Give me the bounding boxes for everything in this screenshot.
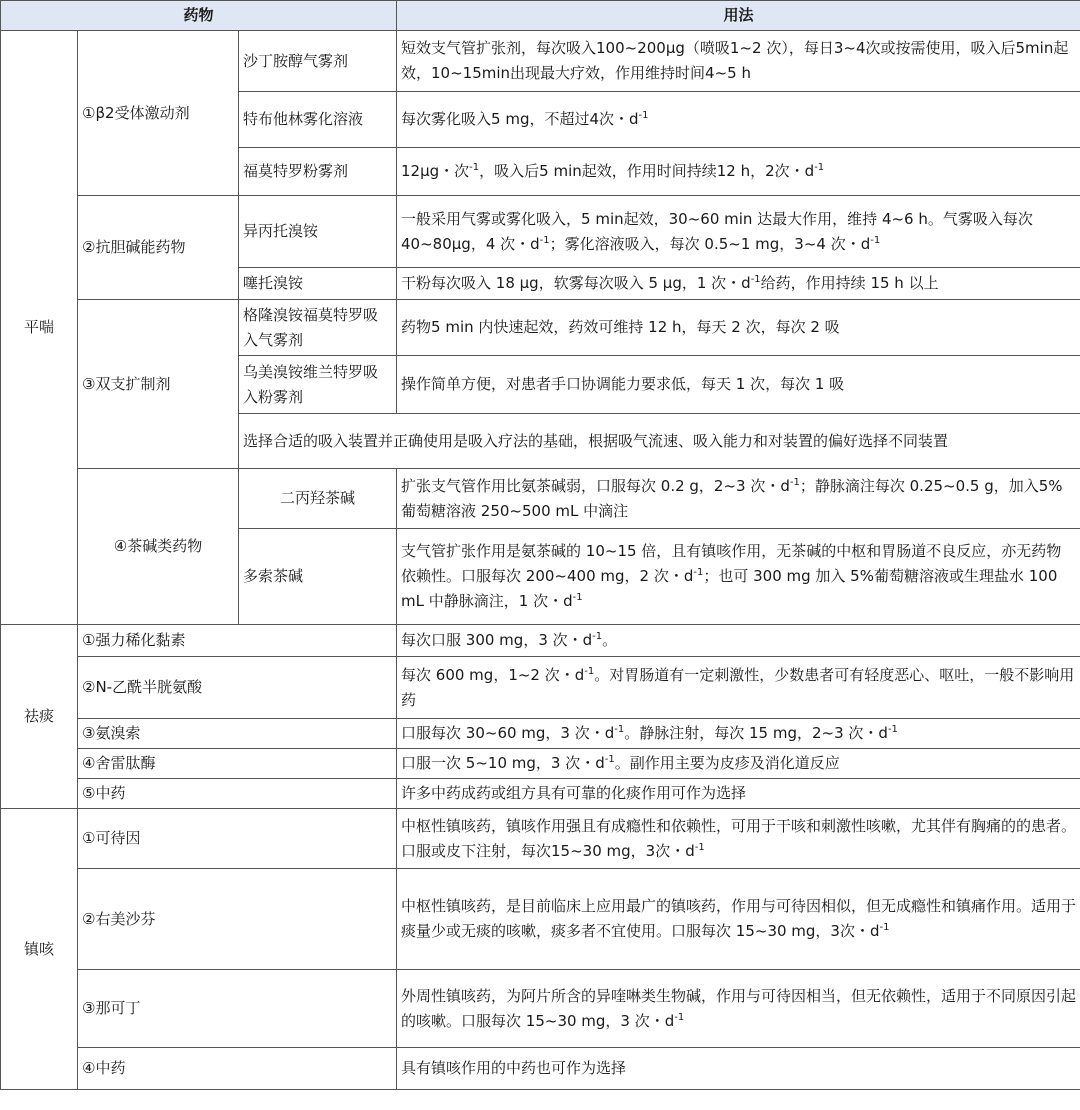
drug-ambroxol: ③氨溴索 <box>78 719 397 749</box>
usage-glyco-formoterol: 药物5 min 内快速起效，药效可维持 12 h，每天 2 次，每次 2 吸 <box>397 300 1080 356</box>
usage-formoterol: 12μg・次$^{-1}$，吸入后5 min起效，作用时间持续12 h，2次・$d^{-1}$ <box>397 148 1080 196</box>
usage-bromhexine: 每次口服 300 mg，3 次・$d^{-1}$。 <box>397 625 1080 657</box>
usage-codeine: 中枢性镇咳药，镇咳作用强且有成瘾性和依赖性，可用于干咳和刺激性咳嗽，尤其伴有胸痛的的患者。口服或皮下注射，每次15~30 mg，3次・$d^{-1}$ <box>397 809 1080 869</box>
usage-dextromethorphan: 中枢性镇咳药，是目前临床上应用最广的镇咳药，作用与可待因相似，但无成瘾性和镇痛作用。适用于痰量少或无痰的咳嗽，痰多者不宜使用。口服每次 15~30 mg，3次・$d^{-1}$ <box>397 869 1080 970</box>
drug-umec-vilanterol: 乌美溴铵维兰特罗吸入粉雾剂 <box>239 356 397 414</box>
drug-glyco-formoterol: 格隆溴铵福莫特罗吸入气雾剂 <box>239 300 397 356</box>
drug-ipratropium: 异丙托溴铵 <box>239 196 397 268</box>
drug-nac: ②N-乙酰半胱氨酸 <box>78 657 397 719</box>
dual-note: 选择合适的吸入装置并正确使用是吸入疗法的基础，根据吸气流速、吸入能力和对装置的偏好选择不同装置 <box>239 414 1080 469</box>
usage-zhenke-tcm: 具有镇咳作用的中药也可作为选择 <box>397 1048 1080 1090</box>
usage-serrapeptase: 口服一次 5~10 mg，3 次・$d^{-1}$。副作用主要为皮疹及消化道反应 <box>397 749 1080 779</box>
class-dual: ③双支扩制剂 <box>78 300 239 469</box>
usage-terbutaline: 每次雾化吸入5 mg，不超过4次・$d^{-1}$ <box>397 92 1080 148</box>
header-usage: 用法 <box>397 1 1080 31</box>
class-beta2: ①β2受体激动剂 <box>78 31 239 196</box>
usage-ipratropium: 一般采用气雾或雾化吸入，5 min起效，30~60 min 达最大作用，维持 4~6 h。气雾吸入每次40~80μg，4 次・$d^{-1}$；雾化溶液吸入，每次 0.5~1 mg，3~4 次・$d^{-1}$ <box>397 196 1080 268</box>
drug-dextromethorphan: ②右美沙芬 <box>78 869 397 970</box>
category-qutan: 祛痰 <box>1 625 78 809</box>
drug-doxofylline: 多索茶碱 <box>239 529 397 625</box>
usage-umec-vilanterol: 操作简单方便，对患者手口协调能力要求低，每天 1 次，每次 1 吸 <box>397 356 1080 414</box>
drug-bromhexine: ①强力稀化黏素 <box>78 625 397 657</box>
usage-ambroxol: 口服每次 30~60 mg，3 次・$d^{-1}$。静脉注射，每次 15 mg，2~3 次・$d^{-1}$ <box>397 719 1080 749</box>
drug-codeine: ①可待因 <box>78 809 397 869</box>
usage-doxofylline: 支气管扩张作用是氨茶碱的 10~15 倍，且有镇咳作用，无茶碱的中枢和胃肠道不良反应，亦无药物依赖性。口服每次 200~400 mg，2 次・$d^{-1}$；也可 300 mg 加入 5%葡萄糖溶液或生理盐水 100 mL 中静脉滴注，1 次・$d^{-1}$ <box>397 529 1080 625</box>
drug-diprophylline: 二丙羟茶碱 <box>239 469 397 529</box>
class-theophylline: ④茶碱类药物 <box>78 469 239 625</box>
usage-nac: 每次 600 mg，1~2 次・$d^{-1}$。对胃肠道有一定刺激性，少数患者可有轻度恶心、呕吐，一般不影响用药 <box>397 657 1080 719</box>
category-pingchuan: 平喘 <box>1 31 78 625</box>
drug-formoterol: 福莫特罗粉雾剂 <box>239 148 397 196</box>
usage-tiotropium: 干粉每次吸入 18 μg，软雾每次吸入 5 μg，1 次・$d^{-1}$给药，作用持续 15 h 以上 <box>397 268 1080 300</box>
header-drug: 药物 <box>1 1 397 31</box>
drug-terbutaline: 特布他林雾化溶液 <box>239 92 397 148</box>
drug-qutan-tcm: ⑤中药 <box>78 779 397 809</box>
usage-salbutamol: 短效支气管扩张剂，每次吸入100~200μg（喷吸1~2 次），每日3~4次或按需使用，吸入后5min起效，10~15min出现最大疗效，作用维持时间4~5 h <box>397 31 1080 92</box>
usage-qutan-tcm: 许多中药成药或组方具有可靠的化痰作用可作为选择 <box>397 779 1080 809</box>
class-anticholinergic: ②抗胆碱能药物 <box>78 196 239 300</box>
drug-salbutamol: 沙丁胺醇气雾剂 <box>239 31 397 92</box>
usage-diprophylline: 扩张支气管作用比氨茶碱弱，口服每次 0.2 g，2~3 次・$d^{-1}$；静脉滴注每次 0.25~0.5 g，加入5%葡萄糖溶液 250~500 mL 中滴注 <box>397 469 1080 529</box>
usage-narcotine: 外周性镇咳药，为阿片所含的异喹啉类生物碱，作用与可待因相当，但无依赖性，适用于不同原因引起的咳嗽。口服每次 15~30 mg，3 次・$d^{-1}$ <box>397 970 1080 1048</box>
drug-zhenke-tcm: ④中药 <box>78 1048 397 1090</box>
drug-tiotropium: 噻托溴铵 <box>239 268 397 300</box>
drug-serrapeptase: ④舍雷肽酶 <box>78 749 397 779</box>
drug-narcotine: ③那可丁 <box>78 970 397 1048</box>
category-zhenke: 镇咳 <box>1 809 78 1090</box>
